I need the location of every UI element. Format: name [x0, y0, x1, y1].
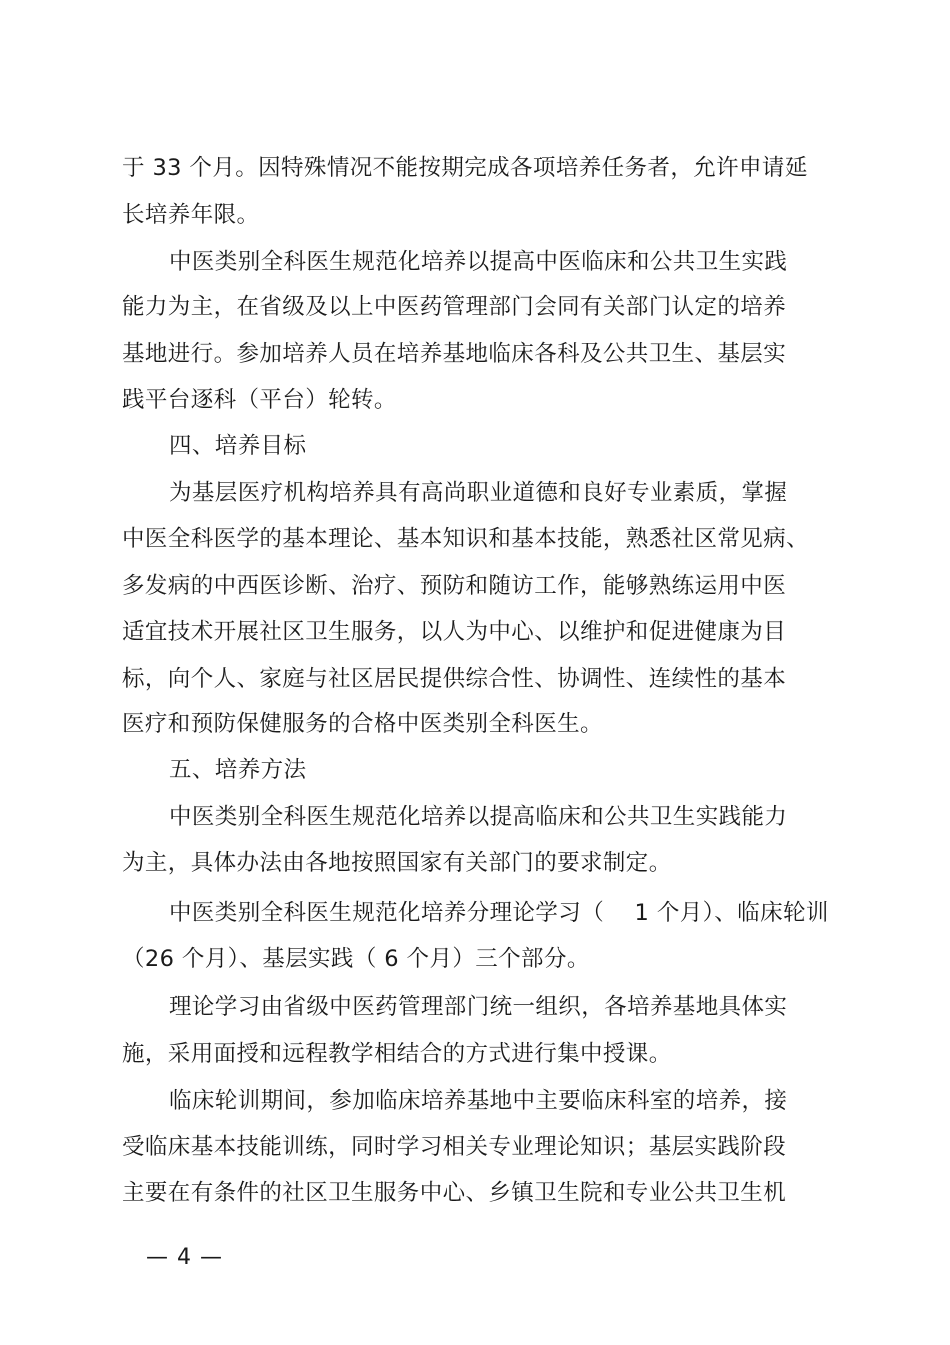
text-line: 中医全科医学的基本理论、基本知识和基本技能，熟悉社区常见病、: [122, 526, 810, 552]
text-line: 受临床基本技能训练，同时学习相关专业理论知识；基层实践阶段: [122, 1134, 787, 1160]
text-line: 施，采用面授和远程教学相结合的方式进行集中授课。: [122, 1041, 672, 1067]
text-line: 标，向个人、家庭与社区居民提供综合性、协调性、连续性的基本: [122, 666, 787, 692]
paragraph-start: 理论学习由省级中医药管理部门统一组织，各培养基地具体实: [169, 994, 788, 1020]
paragraph-start: 为基层医疗机构培养具有高尚职业道德和良好专业素质，掌握: [169, 480, 788, 506]
text-line: 医疗和预防保健服务的合格中医类别全科医生。: [122, 711, 603, 737]
text-line: 多发病的中西医诊断、治疗、预防和随访工作，能够熟练运用中医: [122, 573, 787, 599]
section-heading: 五、培养方法: [169, 757, 307, 783]
text-line: 基地进行。参加培养人员在培养基地临床各科及公共卫生、基层实: [122, 341, 787, 367]
paragraph-start: 中医类别全科医生规范化培养以提高临床和公共卫生实践能力: [169, 804, 788, 830]
section-heading: 四、培养目标: [169, 433, 307, 459]
text-line: 适宜技术开展社区卫生服务，以人为中心、以维护和促进健康为目: [122, 619, 787, 645]
text-line: 为主，具体办法由各地按照国家有关部门的要求制定。: [122, 850, 672, 876]
page-number: — 4 —: [146, 1245, 223, 1270]
text-line: 主要在有条件的社区卫生服务中心、乡镇卫生院和专业公共卫生机: [122, 1180, 787, 1206]
paragraph-start: 中医类别全科医生规范化培养以提高中医临床和公共卫生实践: [169, 249, 788, 275]
text-line: 于 33 个月。因特殊情况不能按期完成各项培养任务者，允许申请延: [122, 155, 808, 181]
paragraph-start: 中医类别全科医生规范化培养分理论学习（ 1 个月）、临床轮训: [169, 900, 829, 926]
paragraph-start: 临床轮训期间，参加临床培养基地中主要临床科室的培养，接: [169, 1088, 788, 1114]
text-line: （26 个月）、基层实践（ 6 个月）三个部分。: [122, 946, 590, 972]
text-line: 践平台逐科（平台）轮转。: [122, 387, 397, 413]
text-line: 长培养年限。: [122, 202, 260, 228]
text-line: 能力为主，在省级及以上中医药管理部门会同有关部门认定的培养: [122, 294, 787, 320]
